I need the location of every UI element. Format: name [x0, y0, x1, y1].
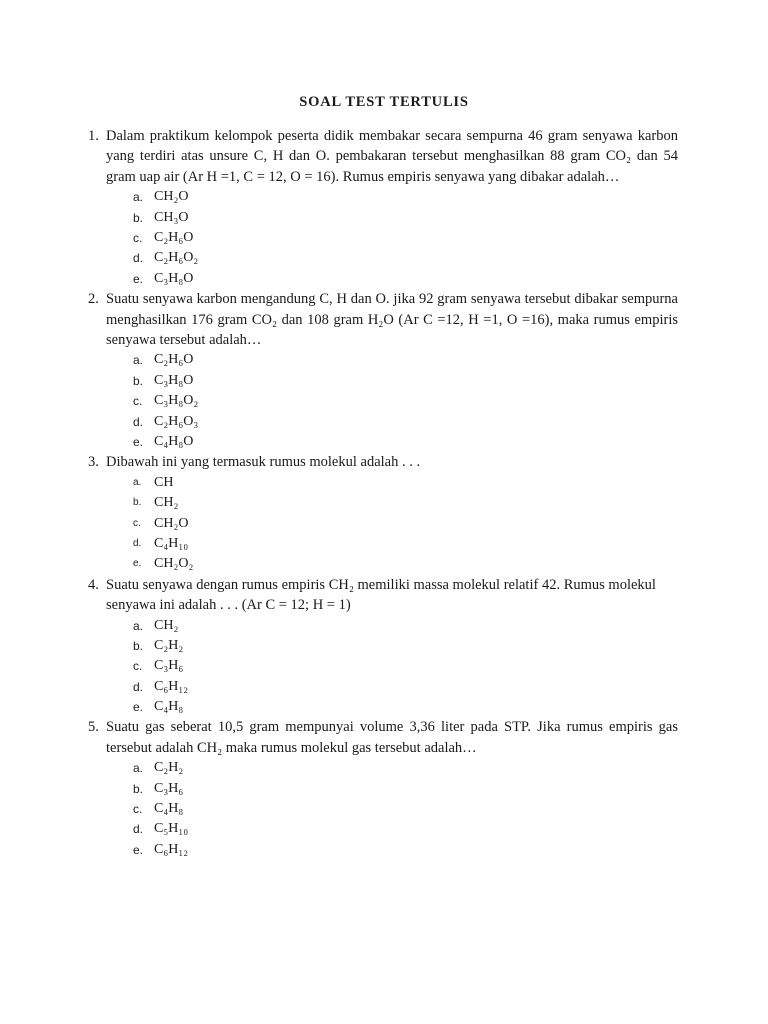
- question-number: 3.: [88, 454, 99, 471]
- option-list: [106, 473, 678, 575]
- option-d: [106, 412, 678, 432]
- option-list: [106, 758, 678, 860]
- question-text: Suatu senyawa dengan rumus empiris CH₂ memiliki massa molekul relatif 42. Rumus molekul senyawa ini adalah . . . (Ar C = 12; H = 1): [106, 576, 656, 614]
- option-letter: a.: [133, 353, 144, 368]
- option-d: [106, 677, 678, 697]
- document-title: SOAL TEST TERTULIS: [299, 94, 469, 110]
- option-e: [106, 840, 678, 860]
- option-a: [106, 350, 678, 370]
- option-list: [106, 350, 678, 452]
- option-text: C₂H₆O₂: [154, 250, 199, 266]
- option-text: C₃H₈O₂: [154, 393, 199, 409]
- option-text: C₄H₈: [154, 699, 184, 715]
- option-letter: d.: [133, 537, 142, 549]
- option-text: C₂H₂: [154, 760, 184, 776]
- option-letter: b.: [133, 781, 144, 796]
- option-e: [106, 554, 678, 574]
- option-text: C₃H₆: [154, 658, 184, 674]
- option-b: [106, 493, 678, 513]
- question-list: [88, 126, 678, 860]
- option-letter: a.: [133, 618, 144, 633]
- option-text: CH₂O₂: [154, 556, 194, 572]
- option-a: [106, 616, 678, 636]
- option-text: C₄H₈: [154, 801, 184, 817]
- option-letter: e.: [133, 842, 144, 857]
- option-text: C₂H₆O: [154, 352, 194, 368]
- option-text: C₄H₈O: [154, 433, 194, 449]
- option-c: [106, 391, 678, 411]
- question-number: 1.: [88, 128, 99, 144]
- option-e: [106, 269, 678, 289]
- question-number: 4.: [88, 576, 99, 593]
- option-letter: c.: [133, 659, 143, 674]
- option-letter: c.: [133, 231, 143, 245]
- question-text: Suatu gas seberat 10,5 gram mempunyai volume 3,36 liter pada STP. Jika rumus empiris gas tersebut adalah CH₂ maka rumus molekul gas tersebut adalah…: [106, 719, 678, 756]
- option-letter: b.: [133, 497, 142, 509]
- option-text: C₂H₆O₃: [154, 413, 199, 429]
- option-a: [106, 758, 678, 778]
- question-number: 5.: [88, 719, 99, 736]
- option-letter: a.: [133, 761, 144, 776]
- option-b: [106, 371, 678, 391]
- option-letter: b.: [133, 638, 144, 653]
- option-text: C₂H₂: [154, 637, 184, 653]
- question-3: [88, 452, 678, 574]
- question-number: 2.: [88, 291, 99, 308]
- option-text: C₄H₁₀: [154, 535, 189, 551]
- option-text: CH₂O: [154, 515, 189, 531]
- question-4: [88, 575, 678, 718]
- option-text: C₃H₈O: [154, 270, 194, 286]
- option-a: [106, 473, 678, 493]
- option-text: CH₂: [154, 617, 179, 633]
- question-1: [88, 126, 678, 289]
- question-text: Dibawah ini yang termasuk rumus molekul adalah . . .: [106, 454, 421, 471]
- option-letter: b.: [133, 210, 144, 225]
- option-b: [106, 208, 678, 228]
- option-e: [106, 432, 678, 452]
- option-text: C₂H₆O: [154, 230, 194, 245]
- option-letter: e.: [133, 700, 144, 715]
- option-list: [106, 616, 678, 718]
- option-text: CH₃O: [154, 209, 189, 225]
- option-text: CH₂: [154, 495, 179, 511]
- option-letter: c.: [133, 394, 143, 409]
- question-2: [88, 289, 678, 452]
- question-text: Dalam praktikum kelompok peserta didik membakar secara sempurna 46 gram senyawa karbon yang terdiri atas unsure C, H dan O. pembakaran tersebut menghasilkan 88 gram CO₂ dan 54 gram uap air (Ar H =1, C = 12, O = 16). Rumus empiris senyawa yang dibakar adalah…: [106, 128, 678, 185]
- option-b: [106, 636, 678, 656]
- option-c: [106, 514, 678, 534]
- option-text: CH₂O: [154, 189, 189, 205]
- option-d: [106, 819, 678, 839]
- option-letter: d.: [133, 414, 144, 429]
- option-d: [106, 534, 678, 554]
- option-letter: e.: [133, 558, 142, 570]
- option-letter: e.: [133, 271, 144, 286]
- option-letter: a.: [133, 476, 142, 488]
- option-letter: b.: [133, 373, 144, 388]
- option-c: [106, 228, 678, 248]
- option-letter: c.: [133, 802, 143, 817]
- option-c: [106, 799, 678, 819]
- question-5: [88, 717, 678, 860]
- option-letter: a.: [133, 190, 144, 205]
- option-text: C₆H₁₂: [154, 841, 189, 857]
- option-text: C₃H₆: [154, 780, 184, 796]
- option-letter: d.: [133, 679, 144, 694]
- option-b: [106, 779, 678, 799]
- question-text: Suatu senyawa karbon mengandung C, H dan O. jika 92 gram senyawa tersebut dibakar sempurna menghasilkan 176 gram CO₂ dan 108 gram H₂O (Ar C =12, H =1, O =16), maka rumus empiris senyawa tersebut adalah…: [106, 291, 678, 348]
- option-letter: d.: [133, 822, 144, 837]
- option-text: C₆H₁₂: [154, 678, 189, 694]
- option-d: [106, 248, 678, 268]
- option-letter: c.: [133, 517, 141, 529]
- option-list: [106, 187, 678, 289]
- option-letter: d.: [133, 251, 144, 266]
- option-c: [106, 656, 678, 676]
- option-letter: e.: [133, 434, 144, 449]
- option-e: [106, 697, 678, 717]
- option-a: [106, 187, 678, 207]
- option-text: CH: [154, 474, 174, 490]
- option-text: C₅H₁₀: [154, 821, 189, 837]
- option-text: C₃H₈O: [154, 372, 194, 388]
